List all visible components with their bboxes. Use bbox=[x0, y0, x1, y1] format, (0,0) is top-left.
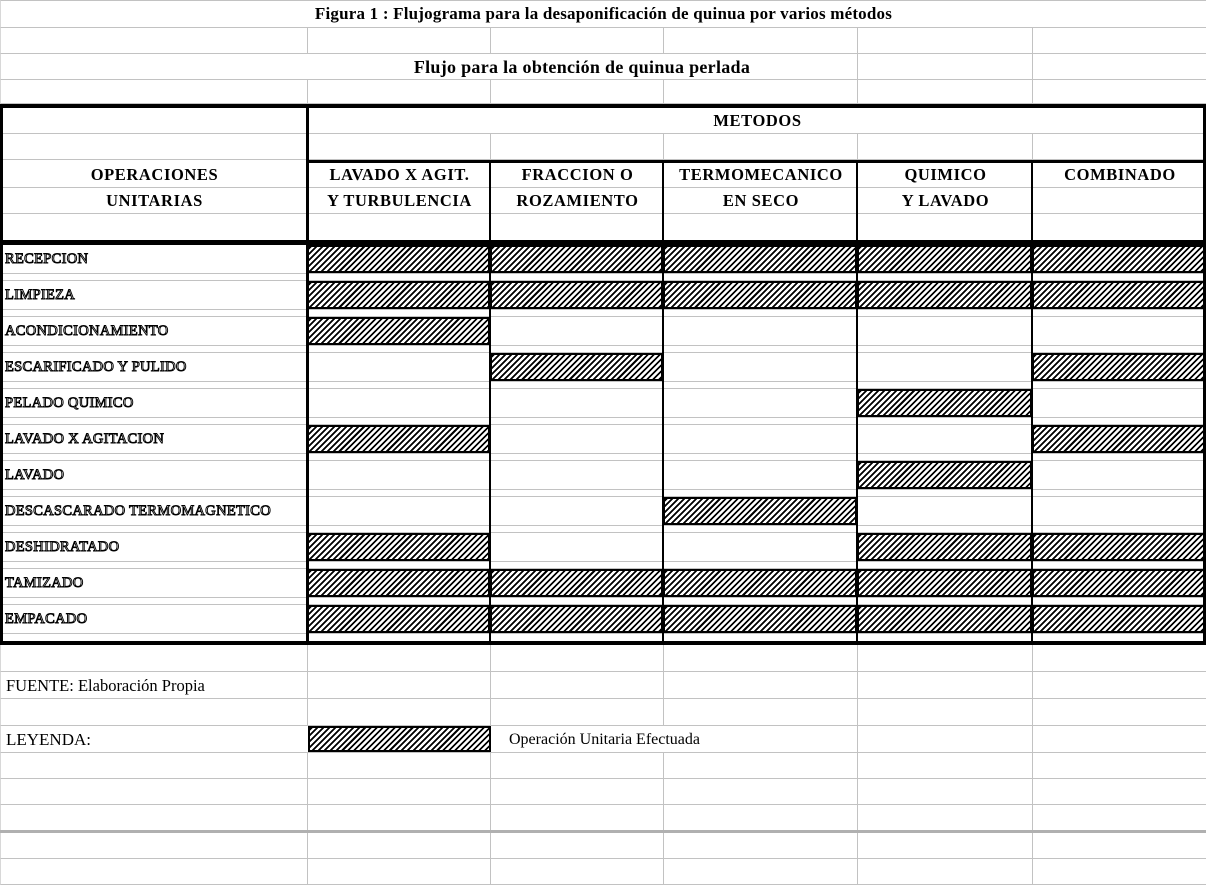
method-header: LAVADO X AGIT. bbox=[329, 165, 470, 184]
blank-cell bbox=[1, 805, 308, 830]
blank-cell bbox=[1033, 134, 1206, 159]
blank-cell bbox=[1, 859, 308, 884]
matrix-cell bbox=[857, 461, 1032, 489]
gridline bbox=[0, 489, 1206, 490]
blank-cell bbox=[308, 645, 491, 671]
border-line bbox=[0, 240, 1206, 245]
methods-group-header: METODOS bbox=[713, 110, 802, 130]
blank-cell bbox=[1033, 672, 1206, 698]
blank-cell bbox=[491, 833, 664, 858]
operation-label: ACONDICIONAMIENTO bbox=[5, 323, 169, 339]
matrix-cell bbox=[1032, 389, 1206, 417]
blank-row bbox=[0, 28, 1206, 54]
blank-cell bbox=[491, 645, 664, 671]
operation-row bbox=[0, 281, 1206, 317]
blank-cell bbox=[664, 214, 858, 240]
blank-cell bbox=[664, 753, 858, 778]
matrix-cell bbox=[663, 533, 857, 561]
blank-cell bbox=[491, 699, 664, 725]
operation-row bbox=[0, 353, 1206, 389]
gridline bbox=[0, 453, 1206, 454]
method-header-row-1 bbox=[0, 163, 1206, 188]
matrix-cell bbox=[307, 389, 490, 417]
matrix-cell bbox=[857, 425, 1032, 453]
blank-cell bbox=[491, 859, 664, 884]
border-line bbox=[0, 641, 1206, 645]
matrix-cell bbox=[1032, 353, 1206, 381]
blank-cell bbox=[1033, 699, 1206, 725]
matrix-cell bbox=[307, 533, 490, 561]
matrix-cell bbox=[1032, 605, 1206, 633]
blank-cell bbox=[1033, 859, 1206, 884]
blank-cell bbox=[1033, 833, 1206, 858]
matrix-cell bbox=[1032, 317, 1206, 345]
blank-cell bbox=[491, 28, 664, 53]
blank-cell bbox=[1, 833, 308, 858]
matrix-cell bbox=[663, 389, 857, 417]
matrix-cell bbox=[307, 605, 490, 633]
blank-cell bbox=[664, 134, 858, 159]
matrix-cell bbox=[1032, 245, 1206, 273]
blank-cell bbox=[664, 672, 858, 698]
matrix-cell bbox=[663, 569, 857, 597]
operation-row bbox=[0, 461, 1206, 497]
blank-cell bbox=[491, 805, 664, 830]
operation-label: LIMPIEZA bbox=[5, 287, 76, 303]
gridline bbox=[0, 597, 1206, 598]
blank-cell bbox=[491, 214, 664, 240]
matrix-cell bbox=[663, 425, 857, 453]
methods-group-row bbox=[0, 108, 1206, 134]
matrix-cell bbox=[663, 317, 857, 345]
blank-cell bbox=[1, 645, 308, 671]
border-line bbox=[856, 160, 859, 645]
matrix-cell bbox=[857, 245, 1032, 273]
matrix-cell bbox=[857, 569, 1032, 597]
blank-cell bbox=[858, 805, 1033, 830]
blank-row bbox=[0, 134, 1206, 160]
figure-title: Figura 1 : Flujograma para la desaponificación de quinua por varios métodos bbox=[314, 4, 893, 23]
blank-cell bbox=[308, 833, 491, 858]
blank-cell bbox=[491, 753, 664, 778]
blank-cell bbox=[308, 699, 491, 725]
blank-row bbox=[0, 753, 1206, 779]
matrix-cell bbox=[857, 389, 1032, 417]
blank-cell bbox=[858, 859, 1033, 884]
matrix-cell bbox=[307, 497, 490, 525]
blank-cell bbox=[664, 833, 858, 858]
matrix-cell bbox=[490, 281, 663, 309]
blank-row bbox=[0, 779, 1206, 805]
border-line bbox=[0, 104, 1206, 108]
matrix-cell bbox=[307, 281, 490, 309]
blank-cell bbox=[1033, 726, 1206, 752]
legend-row bbox=[0, 726, 1206, 753]
method-header: ROZAMIENTO bbox=[516, 190, 639, 210]
operation-row bbox=[0, 533, 1206, 569]
method-header: Y LAVADO bbox=[901, 190, 990, 210]
blank-cell bbox=[308, 214, 491, 240]
operation-label: ESCARIFICADO Y PULIDO bbox=[5, 359, 187, 375]
blank-cell bbox=[858, 726, 1033, 752]
operation-row bbox=[0, 497, 1206, 533]
legend-swatch-cell bbox=[308, 726, 491, 752]
matrix-cell bbox=[490, 245, 663, 273]
operation-label: PELADO QUIMICO bbox=[5, 395, 134, 411]
source-text: FUENTE: Elaboración Propia bbox=[1, 672, 308, 698]
matrix-cell bbox=[1032, 281, 1206, 309]
blank-cell bbox=[1033, 805, 1206, 830]
border-line bbox=[306, 104, 309, 645]
blank-cell bbox=[491, 80, 664, 103]
blank-cell bbox=[308, 80, 491, 103]
method-header: TERMOMECANICO bbox=[679, 165, 843, 184]
blank-cell bbox=[664, 80, 858, 103]
operation-label: RECEPCION bbox=[5, 251, 89, 267]
matrix-cell bbox=[857, 533, 1032, 561]
source-row bbox=[0, 672, 1206, 699]
border-line bbox=[662, 160, 665, 645]
blank-cell bbox=[308, 753, 491, 778]
matrix-cell bbox=[857, 605, 1032, 633]
blank-row bbox=[0, 80, 1206, 104]
method-header bbox=[1033, 188, 1206, 213]
blank-cell bbox=[1033, 28, 1206, 53]
blank-cell bbox=[1033, 80, 1206, 103]
method-header: EN SECO bbox=[722, 190, 800, 210]
method-header: FRACCION O bbox=[521, 165, 634, 184]
blank-cell bbox=[1033, 779, 1206, 804]
matrix-cell bbox=[490, 317, 663, 345]
matrix-cell bbox=[490, 569, 663, 597]
matrix-cell bbox=[490, 389, 663, 417]
method-header: QUIMICO bbox=[904, 165, 987, 184]
matrix-cell bbox=[307, 461, 490, 489]
blank-cell bbox=[1033, 645, 1206, 671]
blank-cell bbox=[491, 779, 664, 804]
operation-label: LAVADO bbox=[5, 467, 65, 483]
gridline bbox=[0, 345, 1206, 346]
blank-cell bbox=[664, 779, 858, 804]
blank-cell bbox=[491, 134, 664, 159]
gridline bbox=[0, 525, 1206, 526]
blank-row bbox=[0, 645, 1206, 672]
blank-cell bbox=[858, 779, 1033, 804]
matrix-cell bbox=[490, 425, 663, 453]
matrix-cell bbox=[307, 353, 490, 381]
matrix-cell bbox=[1032, 425, 1206, 453]
blank-cell bbox=[491, 672, 664, 698]
blank-cell bbox=[1, 134, 308, 159]
matrix-cell bbox=[857, 317, 1032, 345]
blank-cell bbox=[664, 28, 858, 53]
matrix-cell bbox=[307, 245, 490, 273]
border-line bbox=[489, 160, 492, 645]
blank-cell bbox=[858, 80, 1033, 103]
gridline bbox=[0, 633, 1206, 634]
blank-cell bbox=[1033, 214, 1206, 240]
corner-header-line1: OPERACIONES bbox=[90, 165, 219, 184]
operation-row bbox=[0, 605, 1206, 641]
border-line bbox=[0, 104, 3, 645]
blank-cell bbox=[664, 645, 858, 671]
matrix-cell bbox=[663, 281, 857, 309]
blank-row bbox=[0, 859, 1206, 885]
blank-cell bbox=[1, 699, 308, 725]
legend-label: LEYENDA: bbox=[6, 730, 91, 749]
operation-label: EMPACADO bbox=[5, 611, 88, 627]
matrix-cell bbox=[663, 497, 857, 525]
blank-cell bbox=[1, 214, 308, 240]
blank-cell bbox=[1033, 54, 1206, 79]
matrix-cell bbox=[490, 605, 663, 633]
operation-row bbox=[0, 569, 1206, 605]
matrix-cell bbox=[1032, 569, 1206, 597]
blank-cell bbox=[858, 134, 1033, 159]
blank-cell bbox=[308, 805, 491, 830]
legend-text: Operación Unitaria Efectuada bbox=[491, 726, 858, 752]
blank-cell bbox=[308, 672, 491, 698]
blank-cell bbox=[308, 779, 491, 804]
blank-cell bbox=[858, 54, 1033, 79]
blank-cell bbox=[664, 805, 858, 830]
blank-cell bbox=[858, 672, 1033, 698]
operation-label: DESCASCARADO TERMOMAGNETICO bbox=[5, 503, 272, 519]
corner-blank-cell bbox=[1, 108, 308, 133]
blank-cell bbox=[308, 859, 491, 884]
border-line bbox=[307, 160, 1206, 163]
matrix-cell bbox=[663, 353, 857, 381]
blank-cell bbox=[1, 80, 308, 103]
matrix-cell bbox=[1032, 533, 1206, 561]
operation-row bbox=[0, 425, 1206, 461]
matrix-cell bbox=[490, 353, 663, 381]
blank-cell bbox=[1033, 753, 1206, 778]
operation-label: LAVADO X AGITACION bbox=[5, 431, 165, 447]
blank-cell bbox=[664, 859, 858, 884]
corner-header-line2: UNITARIAS bbox=[106, 190, 203, 210]
matrix-cell bbox=[663, 461, 857, 489]
blank-cell bbox=[858, 699, 1033, 725]
blank-cell bbox=[308, 134, 491, 159]
operation-row bbox=[0, 389, 1206, 425]
blank-row bbox=[0, 833, 1206, 859]
blank-cell bbox=[308, 28, 491, 53]
blank-cell bbox=[1, 28, 308, 53]
matrix-cell bbox=[307, 317, 490, 345]
matrix-cell bbox=[490, 533, 663, 561]
operation-row bbox=[0, 317, 1206, 353]
matrix-cell bbox=[307, 569, 490, 597]
blank-cell bbox=[1, 753, 308, 778]
matrix-cell bbox=[490, 497, 663, 525]
method-header: Y TURBULENCIA bbox=[327, 190, 472, 210]
matrix-cell bbox=[857, 281, 1032, 309]
figure-title-row bbox=[0, 0, 1206, 28]
blank-row bbox=[0, 805, 1206, 830]
legend-hatch-swatch bbox=[308, 726, 491, 752]
matrix-cell bbox=[857, 353, 1032, 381]
blank-row bbox=[0, 699, 1206, 726]
border-line bbox=[1031, 160, 1034, 645]
gridline bbox=[0, 417, 1206, 418]
gridline bbox=[0, 381, 1206, 382]
method-header: COMBINADO bbox=[1064, 165, 1176, 184]
blank-row bbox=[0, 214, 1206, 240]
matrix-cell bbox=[490, 461, 663, 489]
blank-cell bbox=[858, 214, 1033, 240]
matrix-cell bbox=[307, 425, 490, 453]
matrix-cell bbox=[1032, 497, 1206, 525]
figure-subtitle: Flujo para la obtención de quinua perlada bbox=[413, 57, 751, 77]
blank-cell bbox=[858, 753, 1033, 778]
blank-cell bbox=[664, 699, 858, 725]
matrix-cell bbox=[1032, 461, 1206, 489]
method-header-row-2 bbox=[0, 188, 1206, 214]
operation-label: TAMIZADO bbox=[5, 575, 84, 591]
matrix-cell bbox=[857, 497, 1032, 525]
matrix-cell bbox=[663, 605, 857, 633]
blank-cell bbox=[858, 833, 1033, 858]
gridline bbox=[0, 273, 1206, 274]
blank-cell bbox=[858, 645, 1033, 671]
blank-cell bbox=[858, 28, 1033, 53]
blank-cell bbox=[1, 779, 308, 804]
gridline bbox=[0, 309, 1206, 310]
operation-row bbox=[0, 245, 1206, 281]
operation-label: DESHIDRATADO bbox=[5, 539, 120, 555]
gridline bbox=[0, 561, 1206, 562]
matrix-cell bbox=[663, 245, 857, 273]
